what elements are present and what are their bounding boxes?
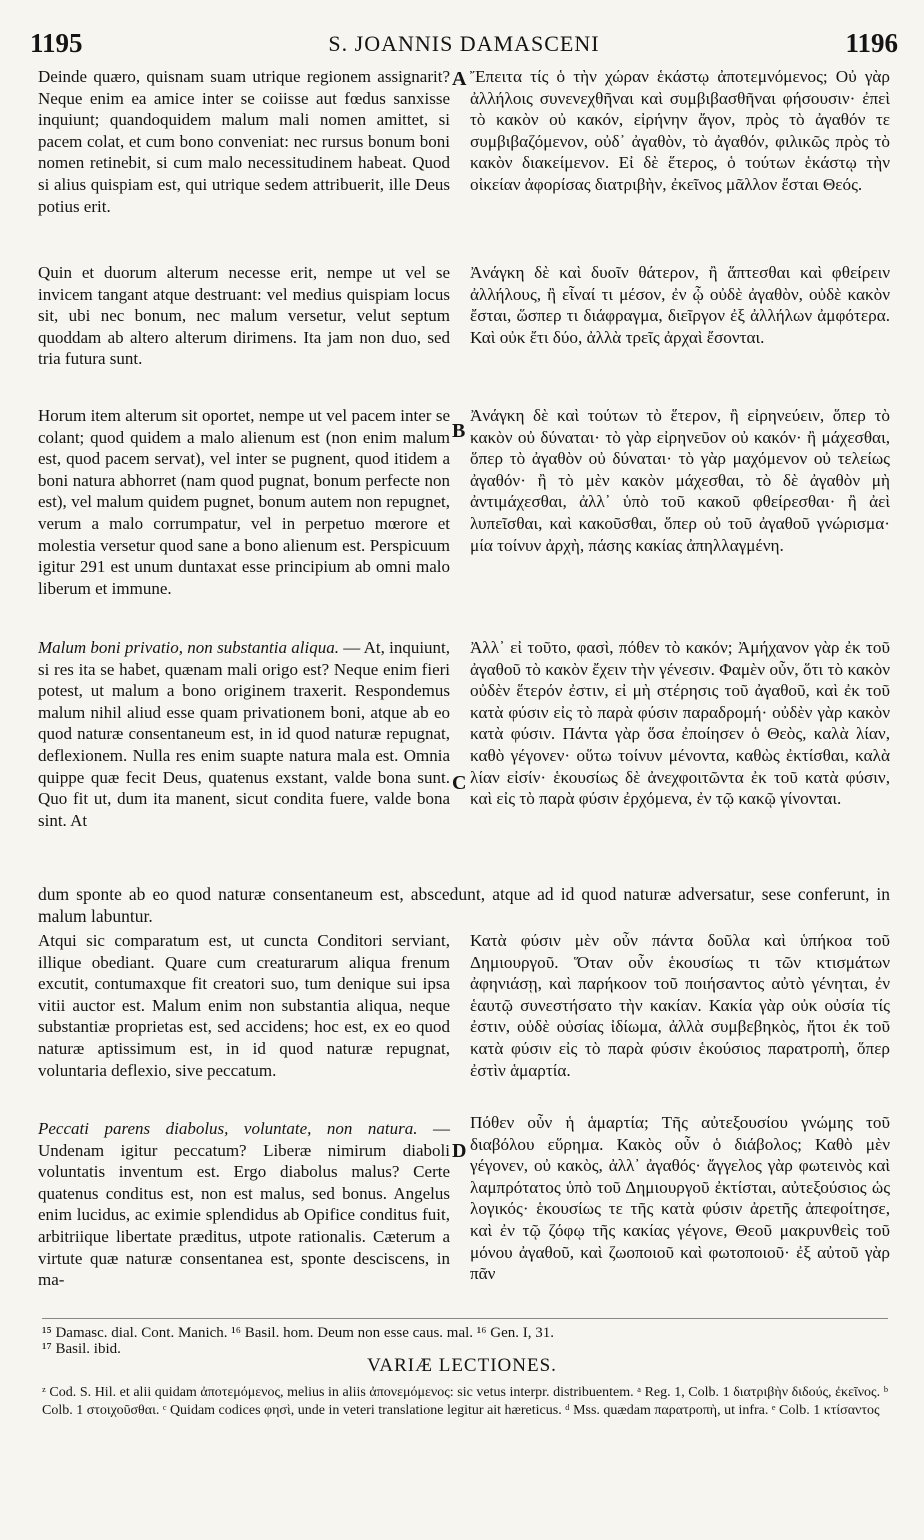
marker-c: C [452, 772, 467, 794]
marker-d: D [452, 1140, 467, 1162]
running-title: S. JOANNIS DAMASCENI [328, 31, 600, 56]
greek-paragraph-2: Ἀνάγκη δὲ καὶ δυοῖν θάτερον, ἢ ἅπτεσθαι καὶ φθείρειν ἀλλήλους, ἢ εἶναί τι μέσον, ἐν ᾧ οὐδὲ ἀγαθὸν, οὐδὲ κακὸν ἔσται, ὥσπερ τι διάφραγμα, διεῖργον ἐξ ἀλλήλων ἀμφότερα. Καὶ οὐκ ἔτι δύο, ἀλλὰ τρεῖς ἀρχαὶ ἔσονται. [470, 263, 890, 347]
marker-b: B [452, 420, 466, 442]
latin-paragraph-3: Horum item alterum sit oportet, nempe ut vel pacem inter se colant; quod quidem a malo alienum est (non enim malum est, quod pacem servat), vel inter se pugnent, quod itidem a boni natura abhorret (nam quod pugnat, bonum perfecte non est), vel malum quidem pugnet, bonum autem non repugnet, verum a malo corrumpatur, vel in perpetuo mœrore et molestia versetur quod sane a bono alienum est. Perspicuum igitur 291 est unum duntaxat esse principium ab omni malo liberum et immune. [38, 406, 450, 598]
variae-lectiones-text: ᶻ Cod. S. Hil. et alii quidam ἀποτεμόμενος, melius in aliis ἀπονεμόμενος: sic vetus interpr. distribuentem. ᵃ Reg. 1, Colb. 1 διατριβὴν διδούς, ἐκεῖνος. ᵇ Colb. 1 στοιχοῦσθαι. ᶜ Quidam codices φησὶ, unde in veteri translatione legitur ait hæreticus. ᵈ Mss. quædam παρατροπὴ, ut infra. ᵉ Colb. 1 κτίσαντος [42, 1385, 888, 1418]
footnote-line-2: ¹⁷ Basil. ibid. [42, 1341, 121, 1357]
footnote-line-1: ¹⁵ Damasc. dial. Cont. Manich. ¹⁶ Basil. hom. Deum non esse caus. mal. ¹⁶ Gen. I, 31. [42, 1325, 555, 1341]
greek-paragraph-5: Κατὰ φύσιν μὲν οὖν πάντα δοῦλα καὶ ὑπήκοα τοῦ Δημιουργοῦ. Ὅταν οὖν ἑκουσίως τι τῶν κτισμάτων ἀφηνιάσῃ, καὶ παρήκοον τοῦ ποιήσαντος αὐτὸ γένηται, ἐν ἑαυτῷ συνεστήσατο τὴν κακίαν. Κακία γὰρ οὐκ οὐσία τίς ἐστιν, οὐδὲ οὐσίας ἰδίωμα, ἀλλὰ συμβεβηκὸς, ἤτοι ἐκ τοῦ κατὰ φύσιν εἰς τὸ παρὰ φύσιν ἑκούσιος παρατροπὴ, ὅπερ ἐστὶν ἁμαρτία. [470, 931, 890, 1080]
latin-paragraph-4 [38, 637, 450, 831]
greek-paragraph-1: Ἔπειτα τίς ὁ τὴν χώραν ἑκάστῳ ἀποτεμνόμενος; Οὐ γὰρ ἀλλήλοις συνενεχθῆναι καὶ συμβιβασθῆναι φήσουσιν· ἐπεὶ τὸ κακὸν οὐ κακόν, εἰρήνην ἄγον, πρὸς τὸ ἀγαθόν τε συμβιβαζόμενον, οὐδ᾽ ἀγαθὸν, τὸ ἀγαθόν, φιλικῶς πρὸς τὸ κακὸν διακείμενον. Εἰ δὲ ἕτερος, ὁ τούτων ἑκάστῳ τὴν οἰκείαν ἀφορίσας διατριβὴν, ἐκεῖνος μᾶλλον ἔσται Θεός. [470, 67, 890, 194]
marker-a: A [452, 68, 467, 90]
latin-section-heading-1: Malum boni privatio, non substantia aliqua. [38, 638, 339, 657]
full-width-line: dum sponte ab eo quod naturæ consentaneum est, abscedunt, atque ad id quod naturæ adversatur, sese conferunt, in malum labuntur. [38, 884, 890, 926]
variae-lectiones-title: VARIÆ LECTIONES. [367, 1355, 557, 1376]
greek-paragraph-3: Ἀνάγκη δὲ καὶ τούτων τὸ ἕτερον, ἢ εἰρηνεύειν, ὅπερ τὸ κακὸν οὐ δύναται· τὸ γὰρ εἰρηνεῦον οὐ κακόν· ἢ μάχεσθαι, ὅπερ τὸ ἀγαθὸν οὐ δύναται· τὸ γὰρ μαχόμενον οὐ τελείως ἀγαθόν· ἢ τὸ μὲν κακὸν μάχεσθαι, τὸ δὲ ἀγαθὸν μὴ ἀντιμάχεσθαι, ἀλλ᾽ ὑπὸ τοῦ κακοῦ φθείρεσθαι· ἢ ἀεὶ λυπεῖσθαι, καὶ κακοῦσθαι, ὅπερ οὐ τοῦ ἀγαθοῦ γνώρισμα· μία τοίνυν ἀρχὴ, πάσης κακίας ἀπηλλαγμένη. [470, 406, 890, 555]
latin-paragraph-2: Quin et duorum alterum necesse erit, nempe ut vel se invicem tangant atque destruant: vel medius quispiam locus sit, ubi nec bonum, nec malum versetur, velut septum quoddam ab altero alterum dirimens. Ita jam non duo, sed tria futura sunt. [38, 263, 450, 369]
latin-paragraph-1: Deinde quæro, quisnam suam utrique regionem assignarit? Neque enim ea amice inter se coiisse aut fœdus sanxisse inquiunt; quandoquidem malum mali nomen amittet, si pacem colat, et cum bono conveniat: nec rursus bonum boni nomen retinebit, si cum malo necessitudinem habeat. Quod si alius quispiam est, qui utrique sedem attribuerit, ille Deus potius erit. [38, 67, 450, 216]
latin-paragraph-4-text: — At, inquiunt, si res ita se habet, quænam mali origo est? Neque enim fieri potest, ut malum a bono originem traxerit. Respondemus malum nihil aliud esse quam privationem boni, atque ab eo quod naturæ consentaneum est, in id quod naturæ repugnat, deflexionem. Nulla res enim suapte natura mala est. Omnia quippe quæ fecit Deus, quatenus exstant, valde bona sunt. Quo fit ut, dum ita manent, sicut condita fuere, valde bona sint. At [38, 638, 451, 830]
latin-paragraph-6-text: — Undenam igitur peccatum? Liberæ nimirum diaboli voluntatis inventum est. Ergo diabolus malus? Certe quatenus conditus est, non est malus, sed bonus. Angelus enim lucidus, ac eximie splendidus ab Opifice conditus fuit, arbitriique libertate præditus, utpote rationalis. Cæterum a virtute quæ naturæ consentanea est, sponte desciscens, in ma- [38, 1119, 450, 1290]
page-number-right: 1196 [845, 28, 898, 58]
footnote-rule [42, 1318, 888, 1319]
latin-section-heading-2: Peccati parens diabolus, voluntate, non natura. [38, 1119, 418, 1138]
running-header [30, 28, 898, 62]
greek-paragraph-4: Ἀλλ᾽ εἰ τοῦτο, φασὶ, πόθεν τὸ κακόν; Ἀμήχανον γὰρ ἐκ τοῦ ἀγαθοῦ τὸ κακὸν ἔχειν τὴν γένεσιν. Φαμὲν οὖν, ὅτι τὸ κακὸν οὐδὲν ἕτερόν ἐστιν, εἰ μὴ στέρησις τοῦ ἀγαθοῦ, καὶ ἐκ τοῦ κατὰ φύσιν εἰς τὸ παρὰ φύσιν παραδρομή· οὐδὲν γὰρ κακὸν κατὰ φύσιν. Πάντα γὰρ ὅσα ἐποίησεν ὁ Θεὸς, καλὰ λίαν, καθὸ γέγονεν· οὕτω τοίνυν μένοντα, καθὼς ἐκτίσθαι, καλὰ λίαν εἰσίν· ἑκουσίως δὲ ἀνεχφοιτῶντα ἐκ τοῦ κατὰ φύσιν, καὶ εἰς τὸ παρὰ φύσιν ἐρχόμενα, ἐν τῷ κακῷ γίνονται. [470, 638, 890, 809]
page-number-left: 1195 [30, 28, 83, 58]
greek-paragraph-6: Πόθεν οὖν ἡ ἁμαρτία; Τῆς αὐτεξουσίου γνώμης τοῦ διαβόλου εὕρημα. Κακὸς οὖν ὁ διάβολος; Καθὸ μὲν γέγονεν, οὐ κακὸς, ἀλλ᾽ ἀγαθός· ἄγγελος γὰρ φωτεινὸς καὶ λαμπρότατος ὑπὸ τοῦ Δημιουργοῦ ἐκτίσται, αὐτεξούσιος ὡς λογικός· ἑκουσίως τε τῆς κατὰ φύσιν ἀρετῆς ἀπεφοίτησε, καὶ ἐν τῷ ζόφῳ τῆς κακίας γέγονε, Θεοῦ μακρυνθεὶς τοῦ μόνου ἀγαθοῦ, καὶ ζωοποιοῦ καὶ φωτοποιοῦ· ἐξ αὐτοῦ γὰρ πᾶν [470, 1113, 890, 1284]
latin-paragraph-6 [38, 1118, 450, 1291]
latin-paragraph-5: Atqui sic comparatum est, ut cuncta Conditori serviant, illique obediant. Quare cum creaturarum aliqua frenum excutit, contumaxque fit creatori suo, tum denique sui ipsa vitii auctor est. Malum enim non substantia aliqua, neque substantiæ proprietas est, sed accidens; hoc est, ex eo quod naturæ aptissimum est, in id quod naturæ repugnat, voluntaria deflexio, sive peccatum. [38, 931, 450, 1080]
